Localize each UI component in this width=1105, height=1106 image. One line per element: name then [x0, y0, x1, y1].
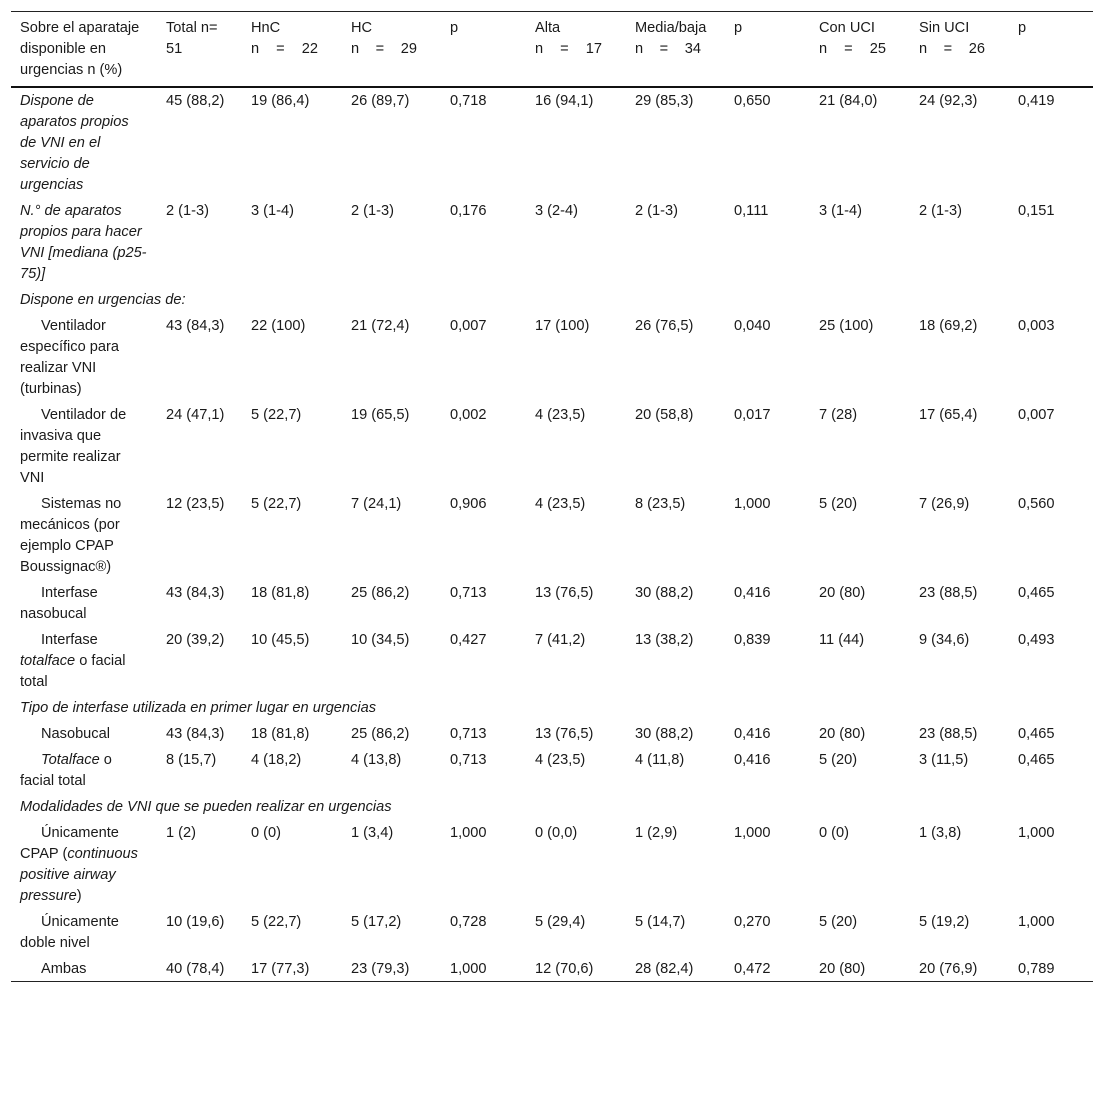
- row-label: Únicamente doble nivel: [20, 914, 119, 951]
- cell-hnc: 5 (22,7): [251, 496, 302, 512]
- cell-con-uci: 7 (28): [819, 407, 858, 423]
- cell-con-uci: 5 (20): [819, 752, 858, 768]
- cell-alta: 16 (94,1): [535, 93, 594, 109]
- cell-hc: 21 (72,4): [351, 318, 410, 334]
- cell-sin-uci: 24 (92,3): [919, 93, 978, 109]
- cell-con-uci: 21 (84,0): [819, 93, 878, 109]
- cell-total: 20 (39,2): [166, 632, 225, 648]
- cell-p-uci: 1,000: [1018, 914, 1055, 930]
- table-row: [11, 908, 1093, 955]
- cell-sin-uci: 2 (1-3): [919, 203, 962, 219]
- cell-media-baja: 5 (14,7): [635, 914, 686, 930]
- cell-p-hospital: 0,728: [450, 914, 487, 930]
- header-con-uci: Con UCI n = 25: [819, 20, 886, 57]
- section-row: [11, 694, 1093, 720]
- cell-p-complejidad: 0,017: [734, 407, 771, 423]
- cell-hc: 2 (1-3): [351, 203, 394, 219]
- table-row: [11, 720, 1093, 746]
- cell-p-hospital: 0,002: [450, 407, 487, 423]
- header-row: [11, 12, 1093, 88]
- cell-total: 43 (84,3): [166, 585, 225, 601]
- cell-p-complejidad: 0,111: [734, 203, 769, 219]
- cell-sin-uci: 23 (88,5): [919, 726, 978, 742]
- cell-hc: 10 (34,5): [351, 632, 410, 648]
- cell-p-uci: 0,789: [1018, 961, 1055, 977]
- cell-p-complejidad: 0,839: [734, 632, 771, 648]
- cell-hc: 25 (86,2): [351, 585, 410, 601]
- cell-hc: 25 (86,2): [351, 726, 410, 742]
- cell-media-baja: 1 (2,9): [635, 825, 678, 841]
- cell-alta: 4 (23,5): [535, 407, 586, 423]
- cell-p-hospital: 0,007: [450, 318, 487, 334]
- cell-p-uci: 0,003: [1018, 318, 1055, 334]
- cell-p-hospital: 1,000: [450, 825, 487, 841]
- cell-hnc: 18 (81,8): [251, 726, 310, 742]
- row-label: Interfase nasobucal: [20, 585, 98, 622]
- row-label: N.° de aparatos propios para hacer VNI [mediana (p25-75)]: [20, 203, 147, 282]
- cell-con-uci: 20 (80): [819, 961, 866, 977]
- cell-hnc: 22 (100): [251, 318, 306, 334]
- table-body: [11, 87, 1093, 982]
- table-row: [11, 955, 1093, 982]
- cell-p-complejidad: 0,416: [734, 726, 771, 742]
- table-row: [11, 401, 1093, 490]
- cell-sin-uci: 23 (88,5): [919, 585, 978, 601]
- cell-alta: 4 (23,5): [535, 752, 586, 768]
- cell-total: 2 (1-3): [166, 203, 209, 219]
- cell-media-baja: 4 (11,8): [635, 752, 685, 768]
- header-hnc: HnC n = 22: [251, 20, 318, 57]
- table-row: [11, 579, 1093, 626]
- cell-media-baja: 20 (58,8): [635, 407, 694, 423]
- cell-hc: 19 (65,5): [351, 407, 410, 423]
- header-p1: p: [450, 20, 459, 36]
- cell-hc: 7 (24,1): [351, 496, 402, 512]
- cell-total: 1 (2): [166, 825, 197, 841]
- header-alta: Alta n = 17: [535, 20, 602, 57]
- row-label: Ambas: [41, 961, 87, 977]
- cell-sin-uci: 7 (26,9): [919, 496, 970, 512]
- cell-media-baja: 29 (85,3): [635, 93, 694, 109]
- cell-alta: 13 (76,5): [535, 726, 594, 742]
- section-row: [11, 286, 1093, 312]
- cell-p-hospital: 0,713: [450, 752, 487, 768]
- cell-total: 10 (19,6): [166, 914, 225, 930]
- cell-hnc: 5 (22,7): [251, 914, 302, 930]
- cell-hnc: 19 (86,4): [251, 93, 310, 109]
- cell-p-hospital: 0,718: [450, 93, 487, 109]
- table-row: [11, 490, 1093, 579]
- cell-alta: 7 (41,2): [535, 632, 586, 648]
- cell-total: 43 (84,3): [166, 726, 225, 742]
- cell-alta: 3 (2-4): [535, 203, 578, 219]
- cell-p-hospital: 0,713: [450, 585, 487, 601]
- cell-total: 45 (88,2): [166, 93, 225, 109]
- table-row: [11, 312, 1093, 401]
- cell-p-hospital: 0,427: [450, 632, 487, 648]
- cell-media-baja: 30 (88,2): [635, 726, 694, 742]
- table-row: [11, 87, 1093, 197]
- header-description: Sobre el aparataje disponible en urgencias n (%): [20, 20, 140, 78]
- cell-alta: 17 (100): [535, 318, 590, 334]
- data-table: [11, 11, 1093, 982]
- cell-p-uci: 0,465: [1018, 585, 1055, 601]
- cell-sin-uci: 9 (34,6): [919, 632, 970, 648]
- cell-sin-uci: 18 (69,2): [919, 318, 978, 334]
- cell-con-uci: 20 (80): [819, 585, 866, 601]
- cell-media-baja: 8 (23,5): [635, 496, 686, 512]
- cell-con-uci: 25 (100): [819, 318, 874, 334]
- header-hc: HC n = 29: [351, 20, 417, 57]
- cell-p-uci: 0,007: [1018, 407, 1055, 423]
- cell-media-baja: 30 (88,2): [635, 585, 694, 601]
- table-header: [11, 12, 1093, 88]
- cell-alta: 5 (29,4): [535, 914, 586, 930]
- row-label: Dispone de aparatos propios de VNI en el servicio de urgencias: [20, 93, 129, 193]
- row-label: Únicamente CPAP (continuous positive airway pressure): [20, 825, 138, 904]
- cell-hc: 5 (17,2): [351, 914, 402, 930]
- cell-p-complejidad: 0,040: [734, 318, 771, 334]
- cell-hnc: 5 (22,7): [251, 407, 302, 423]
- header-total: Total n= 51: [166, 20, 218, 57]
- cell-hnc: 18 (81,8): [251, 585, 310, 601]
- cell-hc: 1 (3,4): [351, 825, 394, 841]
- cell-p-complejidad: 0,416: [734, 752, 771, 768]
- cell-sin-uci: 5 (19,2): [919, 914, 970, 930]
- cell-p-complejidad: 1,000: [734, 825, 771, 841]
- cell-sin-uci: 20 (76,9): [919, 961, 978, 977]
- cell-sin-uci: 1 (3,8): [919, 825, 962, 841]
- cell-hc: 4 (13,8): [351, 752, 402, 768]
- header-sin-uci: Sin UCI n = 26: [919, 20, 985, 57]
- cell-p-hospital: 0,906: [450, 496, 487, 512]
- cell-total: 40 (78,4): [166, 961, 225, 977]
- cell-hnc: 17 (77,3): [251, 961, 310, 977]
- cell-total: 24 (47,1): [166, 407, 225, 423]
- cell-total: 43 (84,3): [166, 318, 225, 334]
- cell-p-complejidad: 0,650: [734, 93, 771, 109]
- cell-con-uci: 11 (44): [819, 632, 865, 648]
- cell-p-hospital: 0,176: [450, 203, 487, 219]
- cell-p-hospital: 1,000: [450, 961, 487, 977]
- row-label: Interfase totalface o facial total: [20, 632, 126, 690]
- cell-total: 12 (23,5): [166, 496, 225, 512]
- cell-alta: 12 (70,6): [535, 961, 594, 977]
- cell-hnc: 0 (0): [251, 825, 282, 841]
- row-label: Nasobucal: [41, 726, 110, 742]
- cell-total: 8 (15,7): [166, 752, 217, 768]
- cell-con-uci: 20 (80): [819, 726, 866, 742]
- cell-p-hospital: 0,713: [450, 726, 487, 742]
- row-label: Sistemas no mecánicos (por ejemplo CPAP Boussignac®): [20, 496, 122, 575]
- header-p2: p: [734, 20, 743, 36]
- cell-hnc: 10 (45,5): [251, 632, 310, 648]
- cell-p-complejidad: 0,416: [734, 585, 771, 601]
- section-title: Modalidades de VNI que se pueden realizar en urgencias: [20, 799, 392, 815]
- table-row: [11, 746, 1093, 793]
- table-row: [11, 197, 1093, 286]
- row-label: Ventilador específico para realizar VNI (turbinas): [20, 318, 119, 397]
- cell-p-uci: 0,419: [1018, 93, 1055, 109]
- table-container: [11, 11, 1093, 982]
- cell-p-uci: 0,493: [1018, 632, 1055, 648]
- cell-p-uci: 1,000: [1018, 825, 1055, 841]
- section-title: Dispone en urgencias de:: [20, 292, 186, 308]
- cell-p-uci: 0,465: [1018, 752, 1055, 768]
- cell-alta: 4 (23,5): [535, 496, 586, 512]
- section-row: [11, 793, 1093, 819]
- cell-con-uci: 5 (20): [819, 496, 858, 512]
- cell-media-baja: 13 (38,2): [635, 632, 694, 648]
- cell-con-uci: 3 (1-4): [819, 203, 862, 219]
- cell-p-complejidad: 1,000: [734, 496, 771, 512]
- header-media-baja: Media/baja n = 34: [635, 20, 707, 57]
- cell-p-complejidad: 0,472: [734, 961, 771, 977]
- cell-media-baja: 28 (82,4): [635, 961, 694, 977]
- cell-con-uci: 0 (0): [819, 825, 850, 841]
- cell-media-baja: 26 (76,5): [635, 318, 694, 334]
- cell-p-uci: 0,560: [1018, 496, 1055, 512]
- cell-alta: 0 (0,0): [535, 825, 578, 841]
- cell-alta: 13 (76,5): [535, 585, 594, 601]
- cell-hc: 26 (89,7): [351, 93, 410, 109]
- cell-hnc: 3 (1-4): [251, 203, 294, 219]
- cell-hnc: 4 (18,2): [251, 752, 302, 768]
- cell-sin-uci: 3 (11,5): [919, 752, 969, 768]
- cell-hc: 23 (79,3): [351, 961, 410, 977]
- cell-con-uci: 5 (20): [819, 914, 858, 930]
- row-label: Ventilador de invasiva que permite realizar VNI: [20, 407, 127, 486]
- header-p3: p: [1018, 20, 1027, 36]
- table-row: [11, 626, 1093, 694]
- cell-p-uci: 0,151: [1018, 203, 1055, 219]
- cell-p-uci: 0,465: [1018, 726, 1055, 742]
- table-row: [11, 819, 1093, 908]
- cell-media-baja: 2 (1-3): [635, 203, 678, 219]
- cell-p-complejidad: 0,270: [734, 914, 771, 930]
- row-label: Totalface o facial total: [20, 752, 112, 789]
- cell-sin-uci: 17 (65,4): [919, 407, 978, 423]
- section-title: Tipo de interfase utilizada en primer lugar en urgencias: [20, 700, 376, 716]
